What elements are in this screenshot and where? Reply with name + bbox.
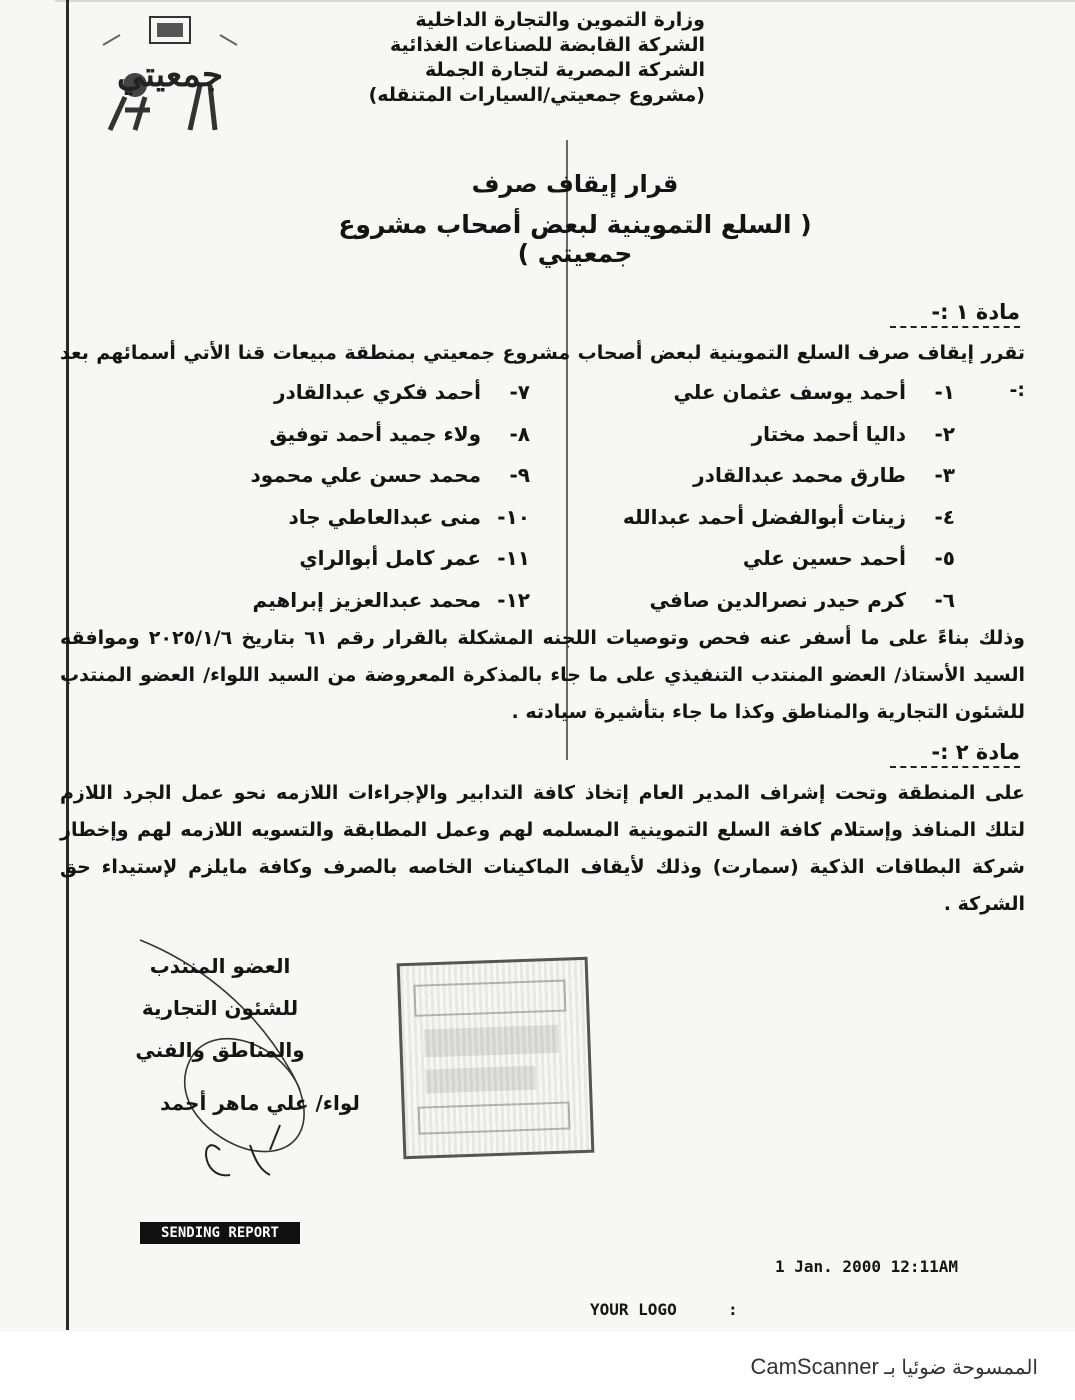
gameyati-logo: [95, 15, 245, 135]
list-item: ١٢- محمد عبدالعزيز إبراهيم: [252, 587, 530, 612]
list-item: ٣- طارق محمد عبدالقادر: [693, 463, 955, 487]
list-item: ٢- داليا أحمد مختار: [751, 421, 955, 446]
letterhead-holding: الشركة القابضة للصناعات الغذائية: [389, 34, 705, 56]
official-stamp: [397, 957, 595, 1160]
camscanner-watermark: [750, 1354, 1038, 1380]
watermark-brand: CamScanner: [750, 1354, 879, 1379]
names-list-left: [210, 372, 530, 621]
sending-report-label: SENDING REPORT: [140, 1222, 300, 1244]
letterhead-project: (مشروع جمعيتي/السيارات المتنقله): [368, 84, 705, 106]
list-item: ٤- زينات أبوالفضل أحمد عبدالله: [622, 504, 955, 529]
list-item: ٨- ولاء جميد أحمد توفيق: [269, 421, 530, 446]
list-item: ١- أحمد يوسف عثمان علي: [673, 380, 955, 404]
signatory-name: لواء/ علي ماهر أحمد: [160, 1091, 360, 1115]
article-2-text: على المنطقة وتحت إشراف المدير العام إتخاذ كافة التدابير والإجراءات اللازمه نحو عمل الجرد اللازم لتلك المنافذ وإستلام كافة السلع التموينية المسلمه لهم وعمل المطابقة والتسويه اللازمه لهم وإخطار شركة البطاقات الذكية (سمارت) وذلك لأيقاف الماكينات الخاصه بالصرف وكافة مايلزم لإستيداء حق الشركة .: [60, 782, 1025, 915]
article-2-label: مادة ٢ :-: [890, 740, 1020, 768]
logo-text: جمعيتي: [117, 55, 223, 95]
decision-title: قرار إيقاف صرف: [471, 170, 679, 198]
list-item: ٩- محمد حسن علي محمود: [250, 463, 530, 487]
stamp-graphic: [400, 960, 592, 1156]
signatory-title: [100, 945, 340, 1071]
decision-basis-paragraph: وذلك بناءً على ما أسفر عنه فحص وتوصيات اللجنه المشكلة بالقرار رقم ٦١ بتاريخ ٢٠٢٥/١/٦ وموافقه السيد الأستاذ/ العضو المنتدب التنفيذي على ما جاء بالمذكرة المعروضة من السيد اللواء/ العضو المنتدب للشئون التجارية والمناطق وكذا ما جاء بتأشيرة سيادته .: [60, 627, 1025, 723]
letterhead: [345, 8, 705, 108]
names-list-right: [622, 372, 955, 621]
article-1-label: مادة ١ :-: [890, 300, 1020, 328]
watermark-prefix: الممسوحة ضوئيا بـ: [884, 1357, 1038, 1379]
signatory-title-line2: للشئون التجارية والمناطق والفني: [135, 996, 305, 1062]
decision-subtitle: ( السلع التموينية لبعض أصحاب مشروع جمعيتي ): [338, 210, 812, 268]
signatory-title-line1: العضو المنتدب: [149, 954, 291, 978]
list-item: ٥- أحمد حسين علي: [742, 546, 955, 570]
article-1-intro: تقرر إيقاف صرف السلع التموينية لبعض أصحاب مشروع جمعيتي بمنطقة مبيعات قنا الأتي أسمائهم بعد :-: [60, 342, 1025, 401]
list-item: ١١- عمر كامل أبوالراي: [299, 546, 530, 570]
list-item: ٦- كرم حيدر نصرالدين صافي: [649, 587, 955, 612]
letterhead-ministry: وزارة التموين والتجارة الداخلية: [415, 9, 705, 31]
scan-edge: [55, 0, 1075, 2]
list-item: ٧- أحمد فكري عبدالقادر: [273, 380, 530, 404]
fax-datetime: 1 Jan. 2000 12:11AM: [775, 1257, 959, 1276]
fax-logo-colon: :: [728, 1300, 738, 1319]
camscanner-footer: [0, 1332, 1075, 1400]
fax-your-logo: YOUR LOGO: [590, 1300, 677, 1319]
letterhead-company: الشركة المصرية لتجارة الجملة: [424, 59, 705, 81]
list-item: ١٠- منى عبدالعاطي جاد: [288, 504, 530, 529]
